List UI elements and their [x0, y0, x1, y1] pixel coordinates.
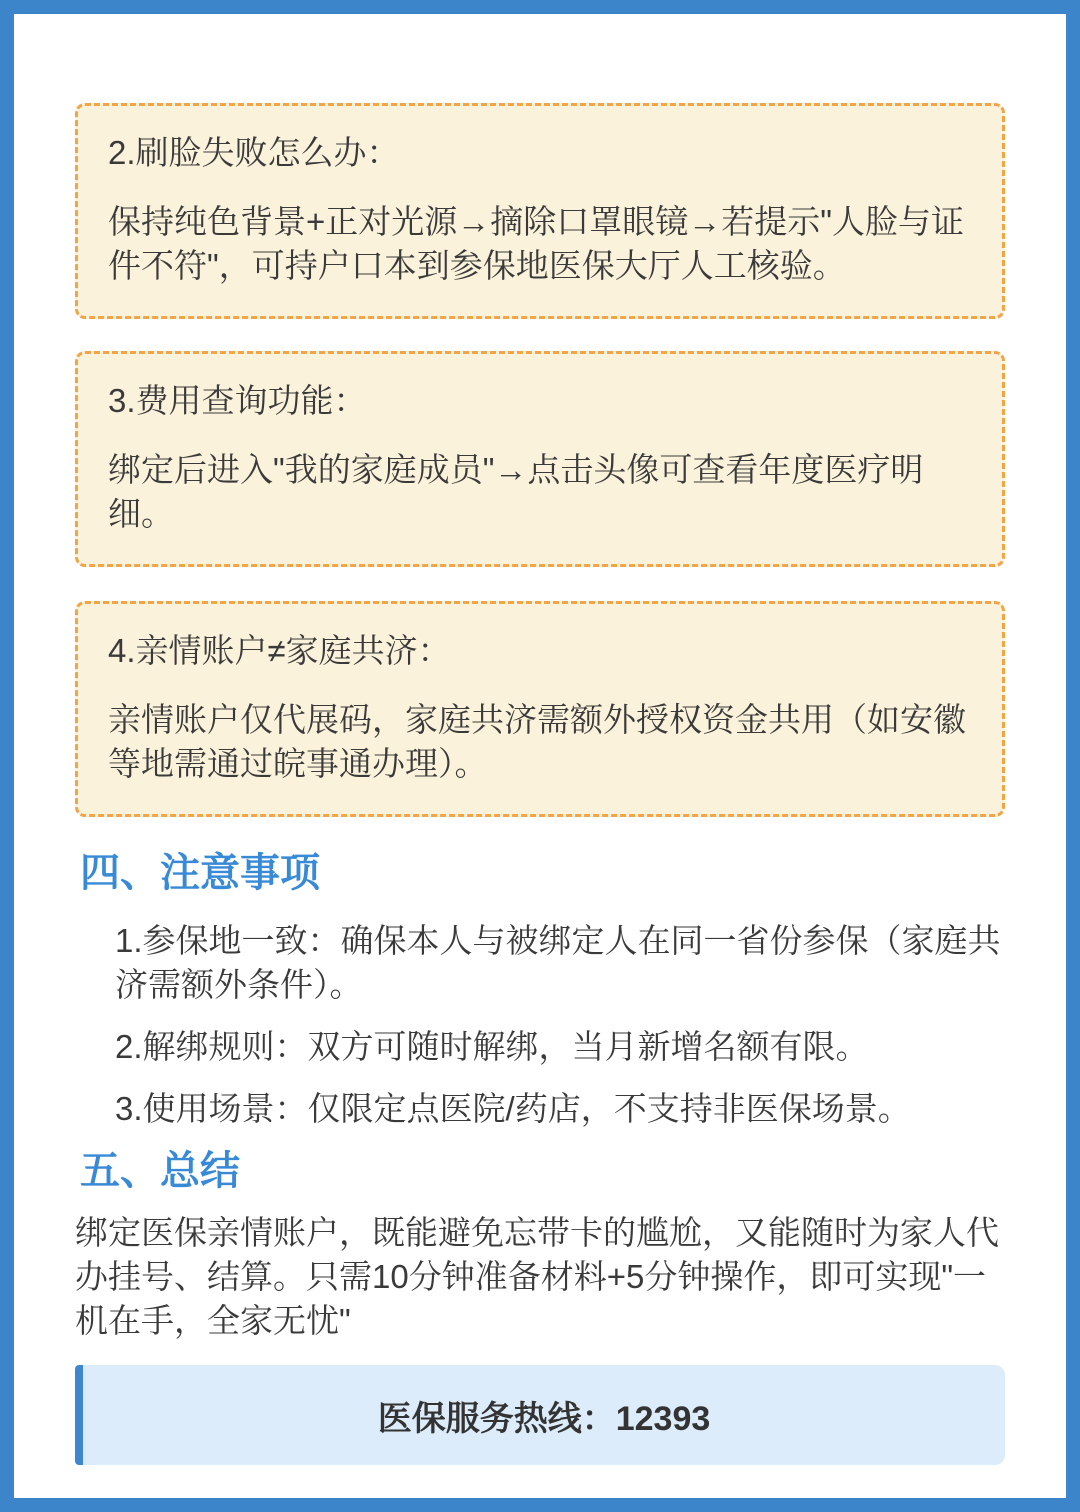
faq-box-body: 绑定后进入"我的家庭成员"→点击头像可查看年度医疗明细。	[108, 451, 924, 532]
section-heading-summary: 五、总结	[80, 1149, 240, 1193]
faq-box-title: 2.刷脸失败怎么办：	[108, 134, 400, 171]
page-content	[14, 103, 1066, 1465]
faq-box-body: 保持纯色背景+正对光源→摘除口罩眼镜→若提示"人脸与证件不符"，可持户口本到参保地医保大厅人工核验。	[108, 203, 964, 284]
faq-box-family-account	[75, 601, 1005, 817]
faq-box-title: 3.费用查询功能：	[108, 382, 367, 419]
note-item: 1.参保地一致：确保本人与被绑定人在同一省份参保（家庭共济需额外条件）。	[115, 922, 1001, 1003]
hotline-banner	[75, 1365, 1005, 1465]
notes-list	[75, 919, 1005, 1131]
note-item: 2.解绑规则：双方可随时解绑，当月新增名额有限。	[115, 1028, 869, 1065]
section-heading-notes: 四、注意事项	[80, 851, 320, 895]
note-item: 3.使用场景：仅限定点医院/药店，不支持非医保场景。	[115, 1090, 911, 1127]
faq-box-face-scan	[75, 103, 1005, 319]
faq-box-fee-query	[75, 351, 1005, 567]
faq-box-title: 4.亲情账户≠家庭共济：	[108, 632, 451, 669]
summary-paragraph: 绑定医保亲情账户，既能避免忘带卡的尴尬，又能随时为家人代办挂号、结算。只需10分钟准备材料+5分钟操作，即可实现"一机在手，全家无忧"	[75, 1214, 999, 1339]
hotline-text: 医保服务热线：12393	[377, 1399, 711, 1438]
faq-box-body: 亲情账户仅代展码，家庭共济需额外授权资金共用（如安徽等地需通过皖事通办理）。	[108, 701, 966, 782]
